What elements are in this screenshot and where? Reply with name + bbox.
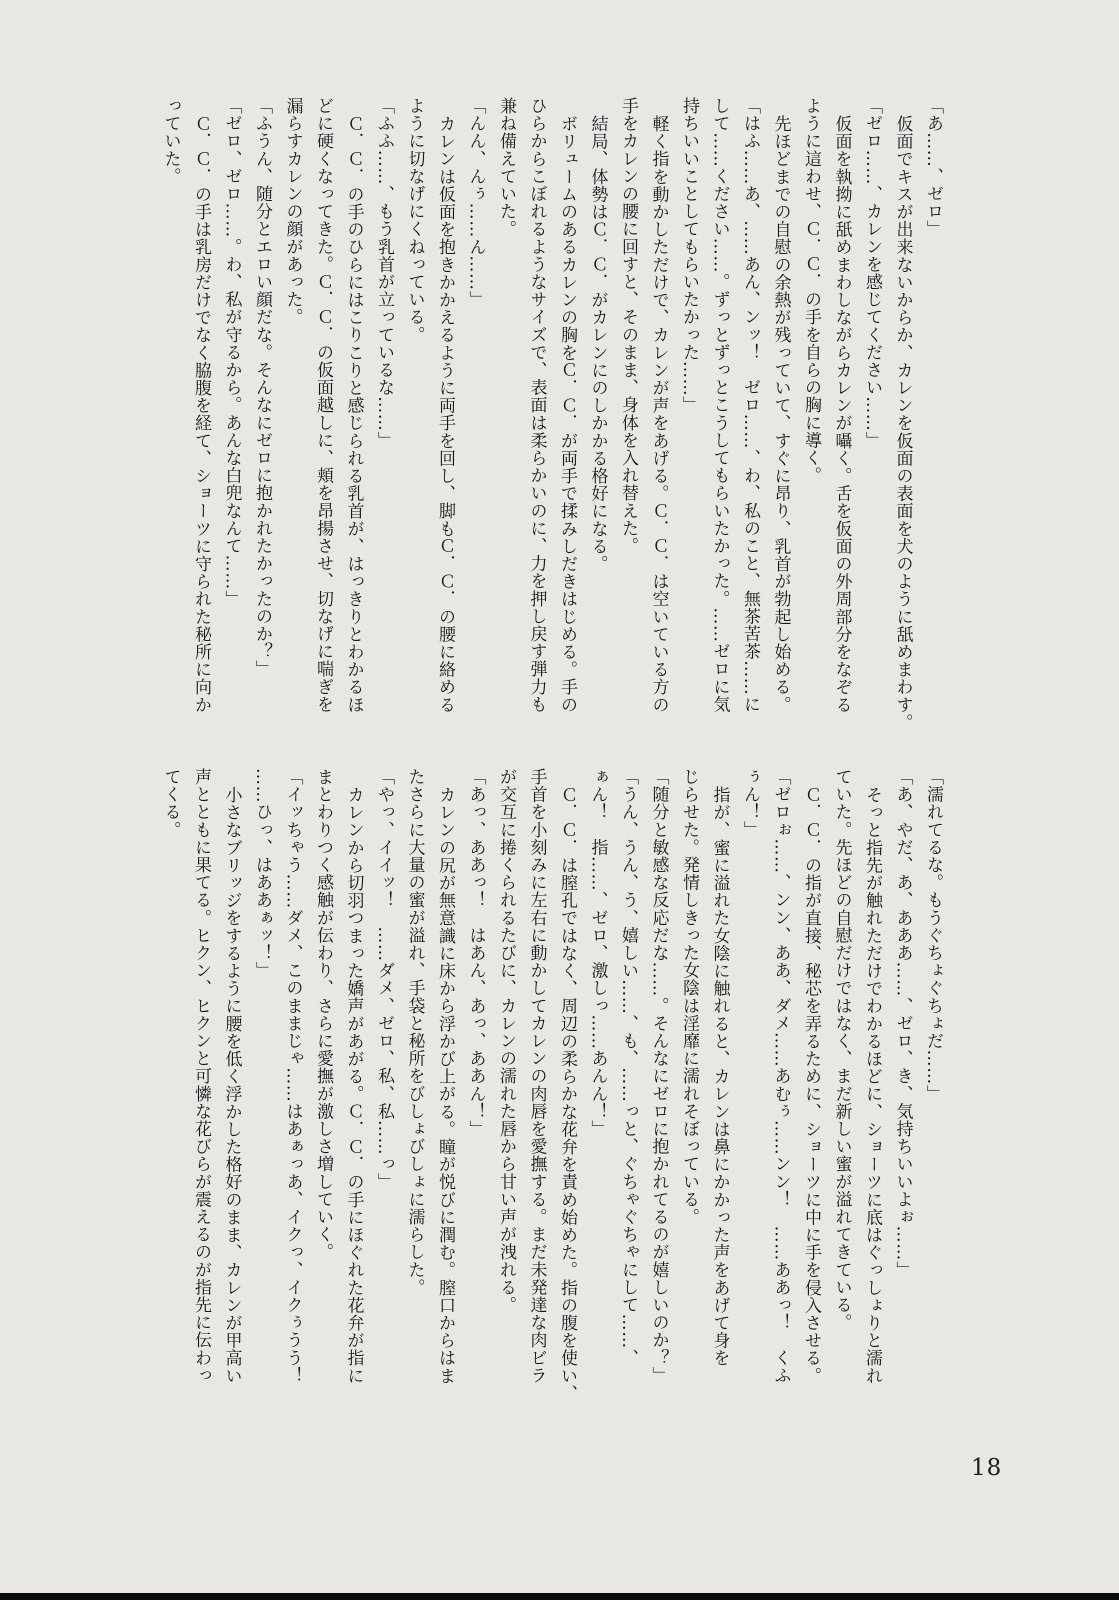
scan-edge-bar <box>0 1593 1119 1600</box>
text-column: カレンから切羽つまった嬌声があがる。Ｃ．Ｃ．の手にほぐれた花弁が指に <box>343 785 364 1384</box>
text-column: 持ちいいことしてもらいたかった……」 <box>679 97 699 414</box>
text-column: ていた。先ほどの自慰だけではなく、まだ新しい蜜が溢れてきている。 <box>831 768 852 1332</box>
text-column: ぅん！」 <box>740 768 760 839</box>
text-column: カレンは仮面を抱きかかえるように両手を回し、脚もＣ．Ｃ．の腰に絡める <box>435 114 455 713</box>
text-column: ように這わせ、Ｃ．Ｃ．の手を自らの胸に導く。 <box>801 97 821 485</box>
text-column: 「んん、んぅ……ん……」 <box>465 97 486 309</box>
text-column: 手をカレンの腰に回すと、そのまま、身体を入れ替えた。 <box>618 97 638 555</box>
text-column: Ｃ．Ｃ．は膣孔ではなく、周辺の柔らかな花弁を責め始めた。指の腹を使い、 <box>557 785 577 1402</box>
text-column: 「ふうん、随分とエロい顔だな。そんなにゼロに抱かれたかったのか？」 <box>252 97 272 678</box>
text-column: じらせた。発情しきった女陰は淫靡に濡れそぼっている。 <box>679 768 699 1226</box>
text-column: 仮面を執拗に舐めまわしながらカレンが囁く。舌を仮面の外周部分をなぞる <box>831 114 852 713</box>
text-column: 「イッちゃう……ダメ、このままじゃ……はあぁっあ、イクっ、イクぅうう！ <box>282 768 303 1384</box>
text-column: Ｃ．Ｃ．の手のひらにはこりこりと感じられる乳首が、はっきりとわかるほ <box>343 114 364 713</box>
text-column: 「随分と敏感な反応だな……。そんなにゼロに抱かれてるのが嬉しいのか？」 <box>648 768 669 1384</box>
text-column: 声とともに果てる。ヒクン、ヒクンと可憐な花びらが震えるのが指先に伝わっ <box>191 768 211 1384</box>
text-column: そっと指先が触れただけでわかるほどに、ショーツに底はぐっしょりと濡れ <box>862 785 882 1384</box>
text-column: 手首を小刻みに左右に動かしてカレンの肉唇を愛撫する。まだ未発達な肉ビラ <box>526 768 547 1384</box>
text-column: 仮面でキスが出来ないからか、カレンを仮面の表面を犬のように舐めまわす。 <box>892 114 913 731</box>
text-column: 小さなブリッジをするように腰を低く浮かした格好のまま、カレンが甲高い <box>221 785 242 1384</box>
text-column: 先ほどまでの自慰の余熱が残っていて、すぐに昂り、乳首が勃起し始める。 <box>770 114 791 713</box>
text-column: ボリュームのあるカレンの胸をＣ．Ｃ．が両手で揉みしだきはじめる。手の <box>557 114 577 713</box>
text-column: どに硬くなってきた。Ｃ．Ｃ．の仮面越しに、頬を昂揚させ、切なげに喘ぎを <box>313 97 333 713</box>
text-column: が交互に捲くられるたびに、カレンの濡れた唇から甘い声が洩れる。 <box>496 768 516 1314</box>
text-column: 「ふふ……、もう乳首が立っているな……」 <box>374 97 394 449</box>
text-column: 「ゼロぉ……、ンン、ああ、ダメ……あむぅ……ンン！ ……ああっ！ くふ <box>770 768 791 1384</box>
text-column: ぁん！ 指……、ゼロ、激しっ……あんん！」 <box>587 768 608 1138</box>
text-column: 「ゼロ……、カレンを感じてください……」 <box>862 97 882 449</box>
text-column: 「あ……、ゼロ」 <box>923 97 943 238</box>
text-column: 指が、蜜に溢れた女陰に触れると、カレンは鼻にかかった声をあげて身を <box>709 785 730 1367</box>
story-text-block-top <box>155 97 948 749</box>
story-text-block-bottom <box>155 768 948 1420</box>
text-column: 「あっ、ああっ！ はあん、あっ、ああん！」 <box>465 768 486 1138</box>
text-column: Ｃ．Ｃ．の手は乳房だけでなく脇腹を経て、ショーツに守られた秘所に向か <box>191 114 211 713</box>
text-column: 「はふ……あ、……あん、ンッ！ ゼロ……、わ、私のこと、無茶苦茶……に <box>740 97 760 713</box>
text-column: 兼ね備えていた。 <box>496 97 516 238</box>
text-column: 「あ、やだ、あ、あああ……、ゼロ、き、気持ちいいよぉ……」 <box>892 768 913 1279</box>
text-column: ……ひっ、はああぁッ！」 <box>252 768 272 980</box>
text-column: ように切なげにくねっている。 <box>404 97 425 344</box>
text-column: っていた。 <box>160 97 181 185</box>
text-column: てくる。 <box>160 768 181 839</box>
text-column: カレンの尻が無意識に床から浮かび上がる。瞳が悦びに潤む。膣口からはま <box>435 785 455 1384</box>
text-column: 軽く指を動かしただけで、カレンが声をあげる。Ｃ．Ｃ．は空いている方の <box>648 114 669 713</box>
text-column: 「ゼロ、ゼロ……。わ、私が守るから。あんな白兜なんて……」 <box>221 97 242 608</box>
text-column: 「濡れてるな。もうぐちょぐちょだ……」 <box>923 768 943 1103</box>
text-column: Ｃ．Ｃ．の指が直接、秘芯を弄るために、ショーツに中に手を侵入させる。 <box>801 785 821 1384</box>
page-number: 18 <box>971 1455 1003 1481</box>
text-column: まとわりつく感触が伝わり、さらに愛撫が激しさ増していく。 <box>313 768 333 1261</box>
text-column: たさらに大量の蜜が溢れ、手袋と秘所をびしょびしょに濡らした。 <box>404 768 425 1296</box>
text-column: 漏らすカレンの顔があった。 <box>282 97 303 326</box>
text-column: して……ください……。ずっとずっとこうしてもらいたかった。……ゼロに気 <box>709 97 730 713</box>
text-column: 「うん、うん、う、嬉しい……、も、……っと、ぐちゃぐちゃにして……、 <box>618 768 638 1367</box>
text-column: 「やっ、イイッ！ ……ダメ、ゼロ、私、私……っ」 <box>374 768 394 1191</box>
text-column: ひらからこぼれるようなサイズで、表面は柔らかいのに、力を押し戻す弾力も <box>526 97 547 713</box>
text-column: 結局、体勢はＣ．Ｃ．がカレンにのしかかる格好になる。 <box>587 114 608 573</box>
